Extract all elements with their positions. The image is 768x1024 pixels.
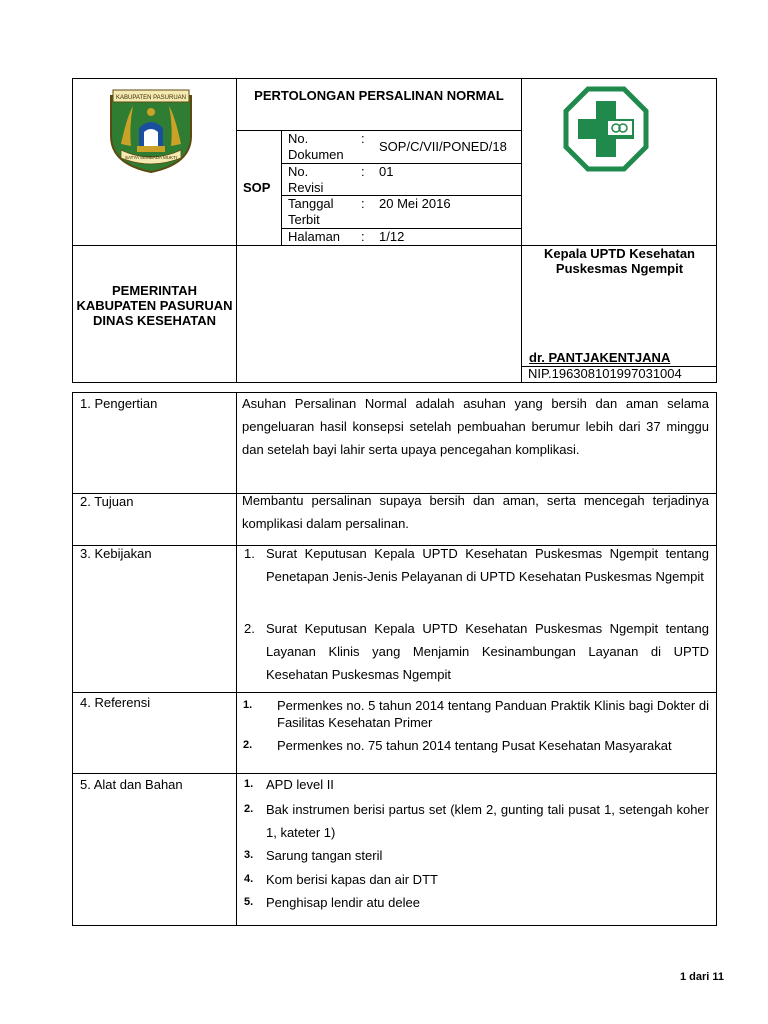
list-number: 2. (244, 803, 254, 815)
section-label-tujuan: 2. Tujuan (80, 494, 134, 509)
organization-name: PEMERINTAH KABUPATEN PASURUAN DINAS KESEHATAN (76, 283, 233, 328)
head-title: Kepala UPTD Kesehatan Puskesmas Ngempit (544, 246, 695, 276)
table-border-left (72, 78, 73, 383)
list-item (244, 617, 709, 686)
list-number: 2. (244, 621, 255, 636)
list-item (244, 868, 709, 891)
meta-sep: : (361, 229, 365, 244)
head-name: dr. PANTJAKENTJANA (529, 350, 671, 365)
list-item (243, 697, 709, 731)
list-item (244, 891, 709, 914)
list-number: 3. (244, 849, 254, 861)
header-col-divider-1 (236, 78, 237, 383)
list-text: Surat Keputusan Kepala UPTD Kesehatan Puskesmas Ngempit tentang Penetapan Jenis-Jenis Pelayanan di UPTD Kesehatan Puskesmas Ngempit (266, 546, 709, 584)
list-number: 1. (243, 699, 253, 711)
list-item (243, 736, 709, 755)
puskesmas-cross-icon (562, 85, 650, 173)
sop-label: SOP (243, 180, 271, 195)
svg-text:SATYA SEMBADA MUKTI: SATYA SEMBADA MUKTI (124, 155, 178, 160)
section-label-kebijakan: 3. Kebijakan (80, 546, 152, 561)
meta-label-tanggal-terbit: Tanggal Terbit (288, 196, 334, 227)
list-number: 4. (244, 873, 254, 885)
header-col-divider-2 (521, 78, 522, 383)
list-number: 5. (244, 896, 254, 908)
section-label-alat-bahan: 5. Alat dan Bahan (80, 777, 183, 792)
meta-value-halaman: 1/12 (379, 229, 405, 244)
shield-emblem-icon (107, 86, 195, 176)
puskesmas-logo (562, 85, 650, 173)
table-border-top (72, 78, 717, 79)
document-title: PERTOLONGAN PERSALINAN NORMAL (254, 88, 504, 103)
header-bottom-line (72, 382, 717, 383)
head-nip: NIP.196308101997031004 (528, 366, 682, 381)
table-border-right (716, 78, 717, 383)
list-text: Permenkes no. 75 tahun 2014 tentang Pusat Kesehatan Masyarakat (277, 738, 672, 753)
svg-text:KABUPATEN PASURUAN: KABUPATEN PASURUAN (115, 95, 187, 101)
section-text-pengertian: Asuhan Persalinan Normal adalah asuhan yang bersih dan aman selama pengeluaran hasil konsepsi setelah pembuahan berumur lebih dari 37 minggu dan setelah bayi lahir serta upaya pencegahan komplikasi. (242, 396, 709, 457)
list-item (244, 542, 709, 588)
list-text: Penghisap lendir atu delee (266, 895, 420, 910)
list-item (244, 773, 709, 796)
section-label-referensi: 4. Referensi (80, 695, 151, 710)
meta-label-no-revisi: No. Revisi (288, 164, 324, 195)
meta-label-no-dokumen: No. Dokumen (288, 131, 344, 162)
list-text: APD level II (266, 777, 334, 792)
list-text: Permenkes no. 5 tahun 2014 tentang Panduan Praktik Klinis bagi Dokter di Fasilitas Kesehatan Primer (277, 698, 709, 730)
section-label-pengertian: 1. Pengertian (80, 396, 158, 411)
section-text-tujuan: Membantu persalinan supaya bersih dan aman, serta mencegah terjadinya komplikasi dalam persalinan. (242, 493, 709, 531)
list-text: Surat Keputusan Kepala UPTD Kesehatan Puskesmas Ngempit tentang Layanan Klinis yang Menjamin Kesinambungan Layanan di UPTD Kesehatan Puskesmas Ngempit (266, 621, 709, 682)
list-text: Bak instrumen berisi partus set (klem 2, gunting tali pusat 1, setengah koher 1, kateter 1) (266, 802, 709, 840)
meta-sep: : (361, 196, 365, 211)
list-number: 1. (244, 778, 254, 790)
body-border-bottom (72, 925, 717, 926)
meta-sep: : (361, 164, 365, 179)
body-border-right (716, 392, 717, 926)
meta-value-tanggal-terbit: 20 Mei 2016 (379, 196, 451, 211)
meta-sep: : (361, 131, 365, 146)
meta-label-halaman: Halaman (288, 229, 341, 244)
list-number: 2. (243, 739, 253, 751)
row-divider-3 (72, 692, 717, 693)
body-border-left (72, 392, 73, 926)
list-text: Kom berisi kapas dan air DTT (266, 872, 438, 887)
kabupaten-pasuruan-logo (107, 86, 195, 176)
body-col-divider (236, 392, 237, 926)
list-item (244, 798, 709, 844)
meta-value-no-dokumen: SOP/C/VII/PONED/18 (379, 139, 507, 154)
list-number: 1. (244, 546, 255, 561)
list-item (244, 844, 709, 867)
page-number: 1 dari 11 (680, 971, 725, 983)
meta-top-line (236, 130, 521, 131)
meta-value-no-revisi: 01 (379, 164, 394, 179)
list-text: Sarung tangan steril (266, 848, 383, 863)
